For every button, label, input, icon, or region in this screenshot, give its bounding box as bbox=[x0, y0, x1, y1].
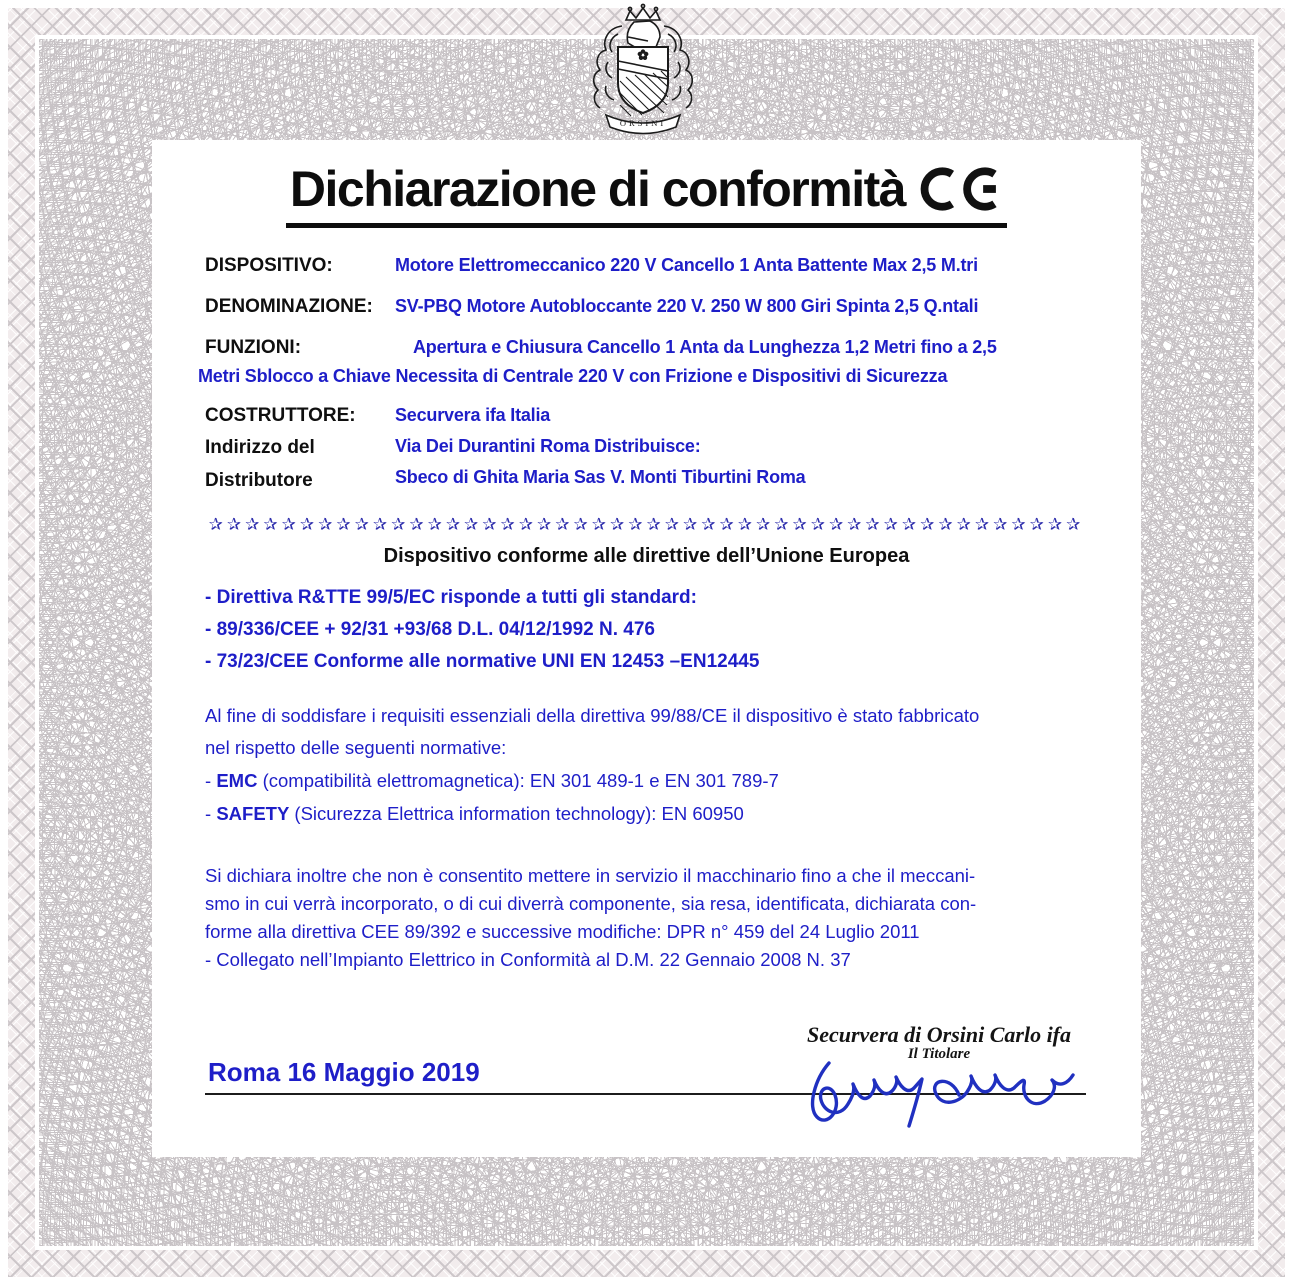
directives-heading: Dispositivo conforme alle direttive dell’Unione Europea bbox=[383, 545, 910, 567]
paragraph-line: Si dichiara inoltre che non è consentito mettere in servizio il macchinario fino a che il meccani- bbox=[205, 865, 976, 886]
field-value: Sbeco di Ghita Maria Sas V. Monti Tiburtini Roma bbox=[395, 467, 806, 487]
directive-item: - 73/23/CEE Conforme alle normative UNI EN 12453 –EN12445 bbox=[205, 651, 760, 672]
directive-item: - 89/336/CEE + 92/31 +93/68 D.L. 04/12/1992 N. 476 bbox=[205, 619, 655, 640]
crest-helmet bbox=[627, 21, 660, 50]
directives-list bbox=[205, 582, 1088, 678]
field-list bbox=[198, 252, 1088, 497]
dash: - bbox=[205, 803, 217, 824]
field-label: DISPOSITIVO: bbox=[205, 255, 333, 276]
field-value: SV-PBQ Motore Autobloccante 220 V. 250 W 800 Giri Spinta 2,5 Q.ntali bbox=[395, 296, 979, 316]
ce-mark-icon bbox=[915, 166, 1003, 212]
field-label: DENOMINAZIONE: bbox=[205, 296, 373, 317]
field-value: Apertura e Chiusura Cancello 1 Anta da Lunghezza 1,2 Metri fino a 2,5 bbox=[413, 337, 997, 357]
field-value: Motore Elettromeccanico 220 V Cancello 1 Anta Battente Max 2,5 M.tri bbox=[395, 255, 978, 275]
compliance-paragraph bbox=[205, 700, 1088, 830]
address-labels bbox=[205, 431, 395, 497]
field-dispositivo bbox=[205, 252, 1088, 279]
page-title: Dichiarazione di conformità bbox=[289, 161, 906, 217]
guilloche-frame bbox=[35, 35, 1258, 1250]
field-indirizzo-distributore bbox=[205, 431, 1088, 497]
field-funzioni bbox=[205, 334, 1088, 361]
signer-name: Securvera di Orsini Carlo ifa bbox=[806, 1022, 1072, 1047]
paragraph-line: - Collegato nell’Impianto Elettrico in Conformità al D.M. 22 Gennaio 2008 N. 37 bbox=[205, 949, 851, 970]
field-value: Via Dei Durantini Roma Distribuisce: bbox=[395, 436, 701, 456]
field-denominazione bbox=[205, 293, 1088, 320]
crest-banner-text: ORSINI bbox=[619, 118, 666, 128]
title-row bbox=[205, 140, 1088, 228]
certificate-sheet bbox=[152, 140, 1141, 1157]
paragraph-line: smo in cui verrà incorporato, o di cui diverrà componente, sia resa, identificata, dichiarata con- bbox=[205, 893, 977, 914]
signer-role: Il Titolare bbox=[907, 1046, 971, 1062]
standard-name: SAFETY bbox=[216, 803, 290, 824]
date-place: Roma 16 Maggio 2019 bbox=[208, 1057, 480, 1087]
dash: - bbox=[205, 770, 217, 791]
field-label: Indirizzo del bbox=[205, 437, 315, 458]
standard-desc: (Sicurezza Elettrica information technology): EN 60950 bbox=[289, 803, 744, 824]
standard-name: EMC bbox=[216, 770, 258, 791]
field-costruttore bbox=[205, 402, 1088, 429]
paragraph-line: nel rispetto delle seguenti normative: bbox=[205, 737, 507, 758]
declaration-paragraph bbox=[205, 862, 1088, 974]
title-underline bbox=[286, 160, 1007, 228]
address-values bbox=[395, 431, 805, 497]
field-label: COSTRUTTORE: bbox=[205, 405, 356, 426]
paragraph-line: forme alla direttiva CEE 89/392 e successive modifiche: DPR n° 459 del 24 Luglio 2011 bbox=[205, 921, 920, 942]
standard-emc bbox=[205, 764, 1088, 797]
field-funzioni-continuation: Metri Sblocco a Chiave Necessita di Centrale 220 V con Frizione e Dispositivi di Sicurezza bbox=[198, 366, 948, 386]
star-separator: ✰✰✰✰✰✰✰✰✰✰✰✰✰✰✰✰✰✰✰✰✰✰✰✰✰✰✰✰✰✰✰✰✰✰✰✰✰✰✰✰✰✰✰✰✰✰✰✰ bbox=[208, 515, 1085, 535]
decorative-lattice-border bbox=[8, 8, 1285, 1277]
signature-block bbox=[771, 1022, 1107, 1141]
standard-safety bbox=[205, 797, 1088, 830]
field-label: Distributore bbox=[205, 470, 313, 491]
paragraph-line: Al fine di soddisfare i requisiti essenziali della direttiva 99/88/CE il dispositivo è stato fabbricato bbox=[205, 705, 980, 726]
field-value: Securvera ifa Italia bbox=[395, 405, 551, 425]
orsini-crest bbox=[562, 3, 732, 141]
directive-item: - Direttiva R&TTE 99/5/EC risponde a tutti gli standard: bbox=[205, 587, 697, 608]
field-label: FUNZIONI: bbox=[205, 337, 302, 358]
standard-desc: (compatibilità elettromagnetica): EN 301 489-1 e EN 301 789-7 bbox=[257, 770, 779, 791]
